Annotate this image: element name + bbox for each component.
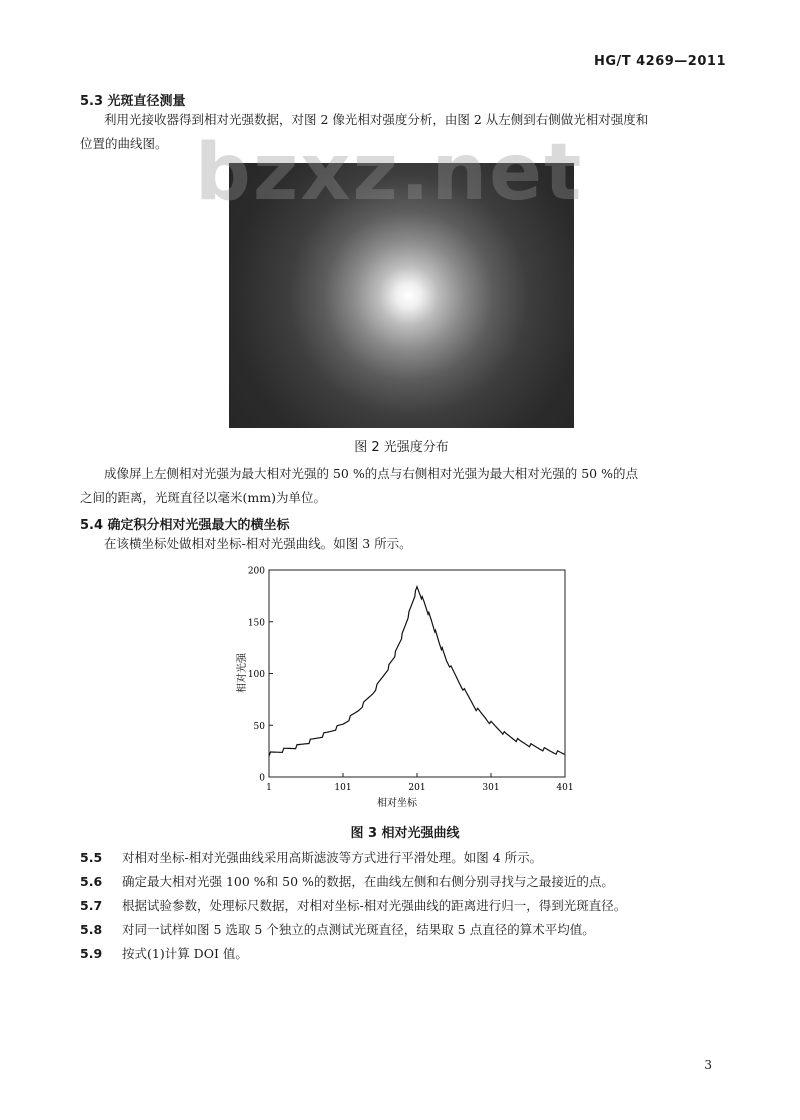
watermark: bzxz.net [195, 128, 584, 218]
y-tick-label: 200 [247, 566, 265, 577]
paragraph-line-1: 成像屏上左侧相对光强为最大相对光强的 50 %的点与右侧相对光强为最大相对光强的 50 %的点 [104, 466, 638, 481]
section-5-4-title: 5.4 确定积分相对光强最大的横坐标 [80, 518, 290, 533]
x-axis-ticks [266, 773, 573, 793]
x-tick-label: 401 [556, 783, 574, 793]
x-tick-label: 101 [334, 783, 352, 793]
y-tick-label: 150 [247, 618, 265, 629]
figure-3-caption: 图 3 相对光强曲线 [350, 826, 460, 841]
x-tick-label: 201 [408, 783, 426, 793]
paragraph-line-2: 之间的距离，光斑直径以毫米(mm)为单位。 [80, 490, 326, 505]
standard-number: HG/T 4269—2011 [593, 54, 726, 69]
x-tick-label: 301 [482, 783, 500, 793]
y-tick-label: 0 [259, 773, 265, 784]
figure-2-caption: 图 2 光强度分布 [354, 440, 449, 455]
y-axis-label: 相对光强 [237, 653, 248, 693]
step-5-8: 5.8 对同一试样如图 5 选取 5 个独立的点测试光斑直径，结果取 5 点直径的算术平均值。 [80, 922, 595, 937]
section-5-3-title: 5.3 光斑直径测量 [80, 94, 186, 109]
x-tick-label: 1 [266, 783, 272, 793]
step-5-6: 5.6 确定最大相对光强 100 %和 50 %的数据，在曲线左侧和右侧分别寻找与之最接近的点。 [80, 874, 614, 889]
section-5-3-line-1: 利用光接收器得到相对光强数据，对图 2 像光相对强度分析，由图 2 从左侧到右侧做光相对强度和 [104, 112, 649, 127]
step-5-9: 5.9 按式(1)计算 DOI 值。 [80, 946, 248, 961]
section-5-4-line-1: 在该横坐标处做相对坐标-相对光强曲线。如图 3 所示。 [104, 536, 412, 551]
relative-intensity-chart [225, 560, 585, 810]
x-axis-label: 相对坐标 [377, 798, 417, 809]
y-tick-label: 100 [247, 670, 265, 680]
page-number: 3 [704, 1058, 712, 1072]
step-5-7: 5.7 根据试验参数，处理标尺数据，对相对坐标-相对光强曲线的距离进行归一，得到光斑直径。 [80, 898, 627, 913]
plot-frame [269, 570, 565, 777]
y-tick-label: 50 [253, 721, 265, 732]
intensity-curve [269, 587, 565, 756]
section-5-3-line-2: 位置的曲线图。 [80, 136, 168, 151]
step-5-5: 5.5 对相对坐标-相对光强曲线采用高斯滤波等方式进行平滑处理。如图 4 所示。 [80, 850, 543, 865]
